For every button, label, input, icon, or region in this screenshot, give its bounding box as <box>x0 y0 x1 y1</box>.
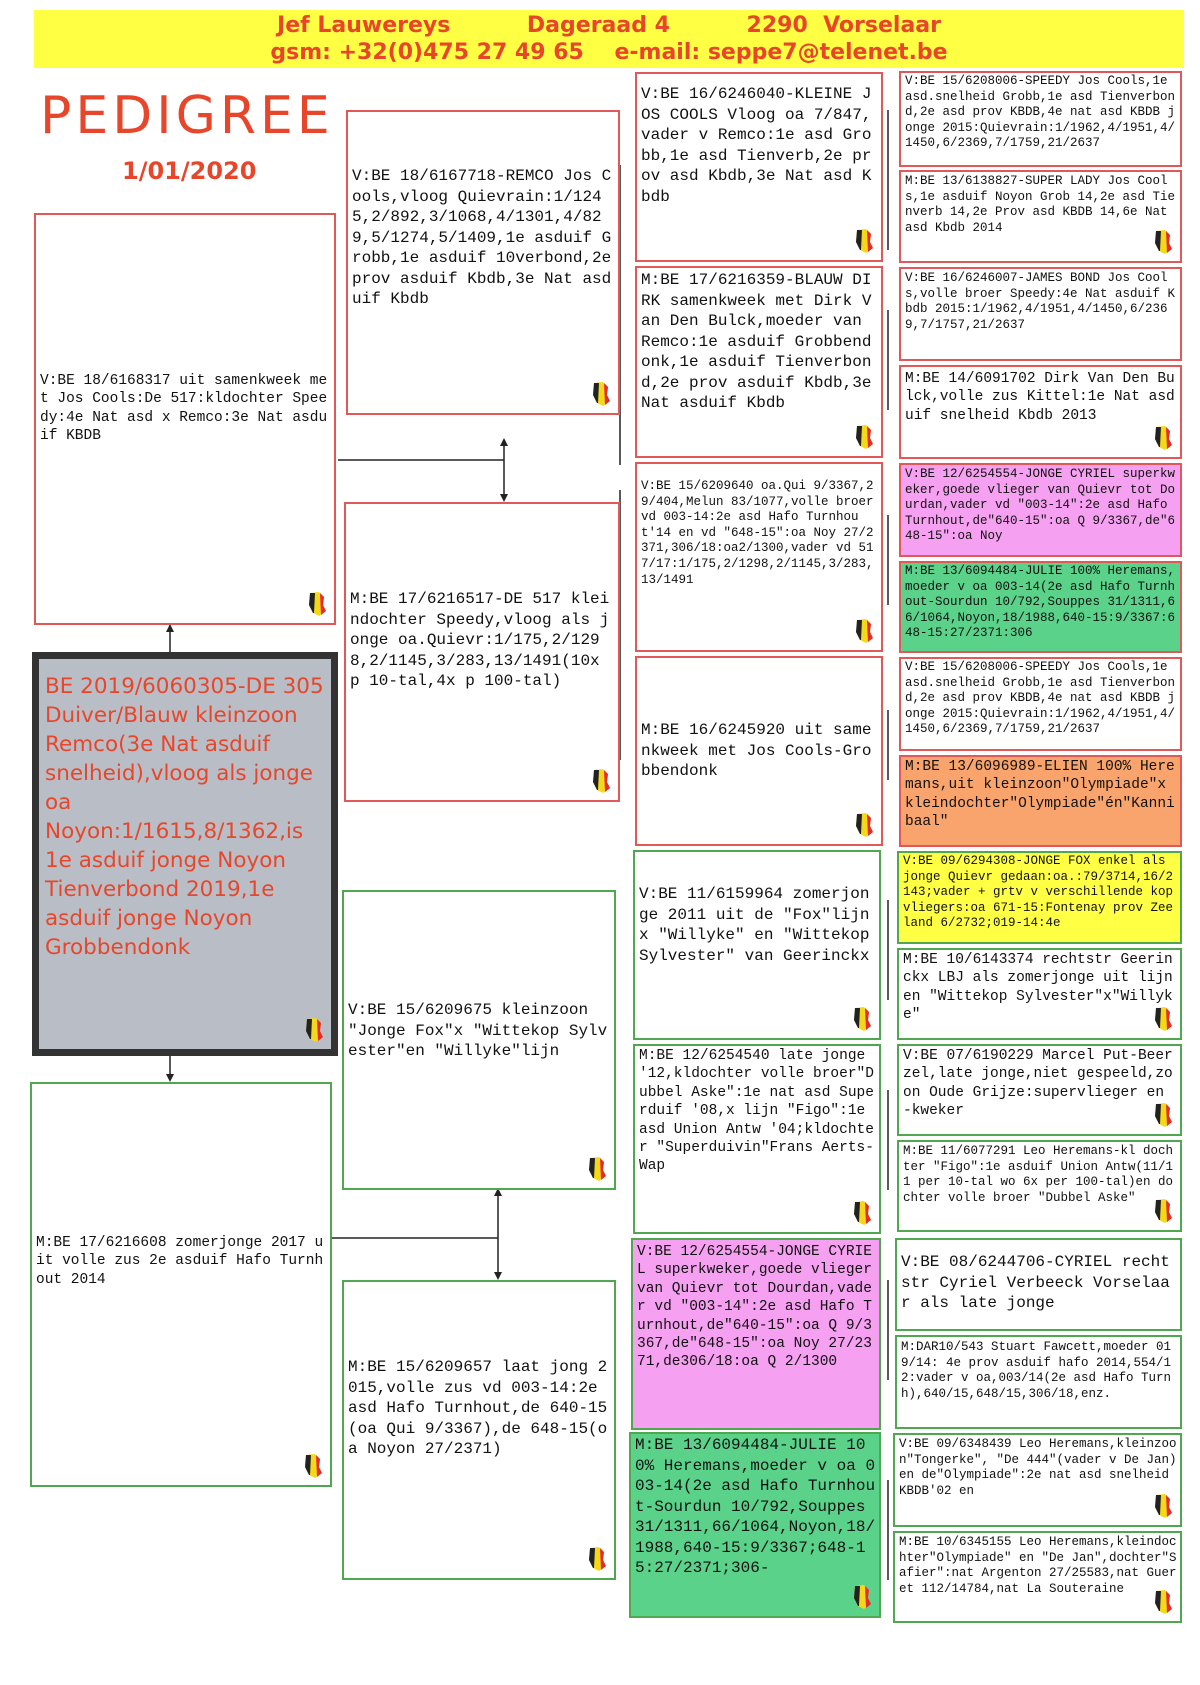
great-grandparent-box-1 <box>635 72 883 262</box>
grandparent-box-4 <box>342 1280 616 1580</box>
belgian-flag-icon <box>853 424 875 450</box>
great-grandparent-box-7 <box>631 1238 881 1430</box>
great-grandparent-box-3 <box>635 462 883 652</box>
belgian-flag-icon <box>851 1584 873 1610</box>
great-grandparent-text-7: V:BE 12/6254554-JONGE CYRIEL superkweker,goede vlieger van Quievr tot Dourdan,vader vd "003-14":2e asd Hafo Turnhout,de"640-15":oa Q 9/3367,de"648-15":oa Noy 27/2371,de306/18:oa Q 2/1300 <box>637 1244 872 1371</box>
belgian-flag-icon <box>1152 1102 1174 1128</box>
grandparent-text-1: V:BE 18/6167718-REMCO Jos Cools,vloog Quievrain:1/1245,2/892,3/1068,4/1301,4/829,5/1274,5/1409,1e asduif Grobb,1e asduif 10verbond,2e prov asduif Kbdb,3e Nat asduif Kbdb <box>352 167 612 308</box>
ancestor-box-14 <box>895 1335 1182 1429</box>
belgian-flag-icon <box>1152 1198 1174 1224</box>
ancestor-box-8 <box>899 755 1182 847</box>
great-grandparent-box-5 <box>633 850 881 1040</box>
ancestor-text-4: M:BE 14/6091702 Dirk Van Den Bulck,volle zus Kittel:1e Nat asduif snelheid Kbdb 2013 <box>905 371 1175 424</box>
great-grandparent-box-6 <box>633 1044 881 1234</box>
ancestor-box-16 <box>893 1531 1182 1623</box>
belgian-flag-icon <box>1152 425 1174 451</box>
ancestor-text-6: M:BE 13/6094484-JULIE 100% Heremans,moeder v oa 003-14(2e asd Hafo Turnhout-Sourdun 10/792,Souppes 31/1311,66/1064,Noyon,18/1988,640-15:9/3367:648-15:27/2371:306 <box>905 564 1176 641</box>
main-bird-text: BE 2019/6060305-DE 305 Duiver/Blauw kleinzoon Remco(3e Nat asduif snelheid),vloog als jonge oa Noyon:1/1615,8/1362,is 1e asduif jonge Noyon Tienverbond 2019,1e asduif jonge Noyon Grobbendonk <box>45 674 324 960</box>
dam-box <box>30 1082 332 1487</box>
main-bird-box <box>32 652 338 1056</box>
ancestor-text-3: V:BE 16/6246007-JAMES BOND Jos Cools,volle broer Speedy:4e Nat asduif Kbdb 2015:1/1962,4/1951,4/1450,6/2369,7/1757,21/2637 <box>905 271 1176 332</box>
belgian-flag-icon <box>586 1156 608 1182</box>
belgian-flag-icon <box>586 1546 608 1572</box>
ancestor-text-12: M:BE 11/6077291 Leo Heremans-kl dochter "Figo":1e asduif Union Antw(11/11 per 10-tal wo 6x per 100-tal)en dochter volle broer "Dubbel Aske" <box>903 1144 1174 1205</box>
ancestor-box-12 <box>897 1140 1182 1232</box>
belgian-flag-icon <box>590 381 612 407</box>
ancestor-text-5: V:BE 12/6254554-JONGE CYRIEL superkweker,goede vlieger van Quievr tot Dourdan,vader vd "003-14":2e asd Hafo Turnhout,de"640-15":oa Q 9/3367,de"648-15":oa Noy <box>905 467 1176 544</box>
great-grandparent-box-2 <box>635 266 883 458</box>
great-grandparent-box-8 <box>629 1432 881 1618</box>
great-grandparent-text-1: V:BE 16/6246040-KLEINE JOS COOLS Vloog oa 7/847,vader v Remco:1e asd Grobb,1e asd Tienverb,2e prov asd Kbdb,3e Nat asd Kbdb <box>641 85 872 206</box>
belgian-flag-icon <box>853 812 875 838</box>
ancestor-box-3 <box>899 267 1182 361</box>
great-grandparent-text-4: M:BE 16/6245920 uit samenkweek met Jos Cools-Grobbendonk <box>641 721 872 780</box>
owner-address: Jef Lauwereys Dageraad 4 2290 Vorselaar <box>277 13 941 38</box>
ancestor-box-5 <box>899 463 1182 557</box>
belgian-flag-icon <box>1152 229 1174 255</box>
ancestor-box-11 <box>897 1044 1182 1136</box>
ancestor-box-6 <box>899 561 1182 653</box>
ancestor-text-10: M:BE 10/6143374 rechtstr Geerinckx LBJ als zomerjonge uit lijnen "Wittekop Sylvester"x"Willyke" <box>903 952 1173 1024</box>
belgian-flag-icon <box>303 1017 325 1043</box>
page-title: PEDIGREE <box>40 86 334 146</box>
ancestor-box-4 <box>899 365 1182 459</box>
owner-contact: gsm: +32(0)475 27 49 65 e-mail: seppe7@telenet.be <box>270 40 948 65</box>
ancestor-text-7: V:BE 15/6208006-SPEEDY Jos Cools,1e asd.snelheid Grobb,1e asd Tienverbond,2e asd prov KBDB,4e nat asd KBDB jonge 2015:Quievrain:1/1962,4/1951,4/1450,6/2369,7/1759,21/2637 <box>905 660 1176 737</box>
sire-text: V:BE 18/6168317 uit samenkweek met Jos Cools:De 517:kldochter Speedy:4e Nat asd x Remco:3e Nat asduif KBDB <box>40 373 328 445</box>
dam-text: M:BE 17/6216608 zomerjonge 2017 uit volle zus 2e asduif Hafo Turnhout 2014 <box>36 1235 324 1288</box>
grandparent-text-2: M:BE 17/6216517-DE 517 kleindochter Speedy,vloog als jonge oa.Quievr:1/175,2/1298,2/1145,3/283,13/1491(10x p 10-tal,4x p 100-tal) <box>350 590 610 690</box>
belgian-flag-icon <box>1152 1589 1174 1615</box>
ancestor-text-9: V:BE 09/6294308-JONGE FOX enkel als jonge Quievr gedaan:oa.:79/3714,16/2143;vader + grtv v verschillende kopvliegers:oa 671-15:Fontenay prov Zeeland 6/2732;019-14:4e <box>903 854 1174 931</box>
ancestor-text-16: M:BE 10/6345155 Leo Heremans,kleindochter"Olympiade" en "De Jan",dochter"Safier":nat Argenton 27/25583,nat Gueret 112/14784,nat La Souteraine <box>899 1535 1177 1596</box>
great-grandparent-text-5: V:BE 11/6159964 zomerjonge 2011 uit de "Fox"lijn x "Willyke" en "Wittekop Sylvester" van Geerinckx <box>639 885 870 965</box>
great-grandparent-text-3: V:BE 15/6209640 oa.Qui 9/3367,29/404,Melun 83/1077,volle broer vd 003-14:2e asd Hafo Turnhout'14 en vd "648-15":oa Noy 27/2371,306/18:oa2/1300,vader vd 517/17:1/175,2/1298,2/1145,3/283,13/1491 <box>641 479 874 587</box>
ancestor-text-2: M:BE 13/6138827-SUPER LADY Jos Cools,1e asduif Noyon Grob 14,2e asd Tienverb 14,2e Prov asd KBDB 14,6e Nat asd Kbdb 2014 <box>905 174 1176 235</box>
belgian-flag-icon <box>302 1453 324 1479</box>
belgian-flag-icon <box>851 1006 873 1032</box>
belgian-flag-icon <box>1152 1006 1174 1032</box>
sire-box <box>34 213 336 625</box>
grandparent-box-3 <box>342 890 616 1190</box>
ancestor-box-10 <box>897 948 1182 1040</box>
belgian-flag-icon <box>853 228 875 254</box>
great-grandparent-box-4 <box>635 656 883 846</box>
ancestor-box-7 <box>899 657 1182 751</box>
belgian-flag-icon <box>306 591 328 617</box>
belgian-flag-icon <box>590 768 612 794</box>
great-grandparent-text-6: M:BE 12/6254540 late jonge '12,kldochter volle broer"Dubbel Aske":1e nat asd Superduif '08,x lijn "Figo":1e asd Union Antw '04;kldochter "Superduivin"Frans Aerts-Wap <box>639 1048 874 1175</box>
grandparent-text-4: M:BE 15/6209657 laat jong 2015,volle zus vd 003-14:2e asd Hafo Turnhout,de 640-15(oa Qui 9/3367),de 648-15(oa Noyon 27/2371) <box>348 1358 608 1458</box>
grandparent-box-2 <box>344 502 620 802</box>
ancestor-text-1: V:BE 15/6208006-SPEEDY Jos Cools,1e asd.snelheid Grobb,1e asd Tienverbond,2e asd prov KBDB,4e nat asd KBDB jonge 2015:Quievrain:1/1962,4/1951,4/1450,6/2369,7/1759,21/2637 <box>905 74 1176 151</box>
great-grandparent-text-8: M:BE 13/6094484-JULIE 100% Heremans,moeder v oa 003-14(2e asd Hafo Turnhout-Sourdun 10/792,Souppes 31/1311,66/1064,Noyon,18/1988,640-15:9/3367;648-15:27/2371;306- <box>635 1436 876 1577</box>
grandparent-box-1 <box>346 110 620 415</box>
ancestor-box-1 <box>899 71 1182 167</box>
great-grandparent-text-2: M:BE 17/6216359-BLAUW DIRK samenkweek met Dirk Van Den Bulck,moeder van Remco:1e asduif Grobbendonk,1e asduif Tienverbond,2e prov asduif Kbdb,3e Nat asduif Kbdb <box>641 271 872 412</box>
ancestor-box-13 <box>895 1238 1182 1331</box>
ancestor-text-14: M:DAR10/543 Stuart Fawcett,moeder 019/14: 4e prov asduif hafo 2014,554/12:vader v oa,003/14(2e asd Hafo Turnh),640/15,648/15,306/18,enz. <box>901 1340 1172 1401</box>
ancestor-box-2 <box>899 170 1182 263</box>
belgian-flag-icon <box>851 1200 873 1226</box>
ancestor-box-15 <box>893 1433 1182 1527</box>
belgian-flag-icon <box>853 618 875 644</box>
ancestor-text-8: M:BE 13/6096989-ELIEN 100% Heremans,uit kleinzoon"Olympiade"x kleindochter"Olympiade"én"Kannibaal" <box>905 759 1175 831</box>
belgian-flag-icon <box>1152 1493 1174 1519</box>
ancestor-text-15: V:BE 09/6348439 Leo Heremans,kleinzoon"Tongerke", "De 444"(vader v De Jan)en de"Olympiade":2e nat asd snelheid KBDB'02 en <box>899 1437 1177 1498</box>
pedigree-date: 1/01/2020 <box>122 157 257 185</box>
ancestor-box-9 <box>897 851 1182 944</box>
grandparent-text-3: V:BE 15/6209675 kleinzoon "Jonge Fox"x "Wittekop Sylvester"en "Willyke"lijn <box>348 1001 608 1060</box>
ancestor-text-11: V:BE 07/6190229 Marcel Put-Beerzel,late jonge,niet gespeeld,zoon Oude Grijze:supervlieger en -kweker <box>903 1048 1173 1120</box>
ancestor-text-13: V:BE 08/6244706-CYRIEL rechtstr Cyriel Verbeeck Vorselaar als late jonge <box>901 1253 1170 1312</box>
